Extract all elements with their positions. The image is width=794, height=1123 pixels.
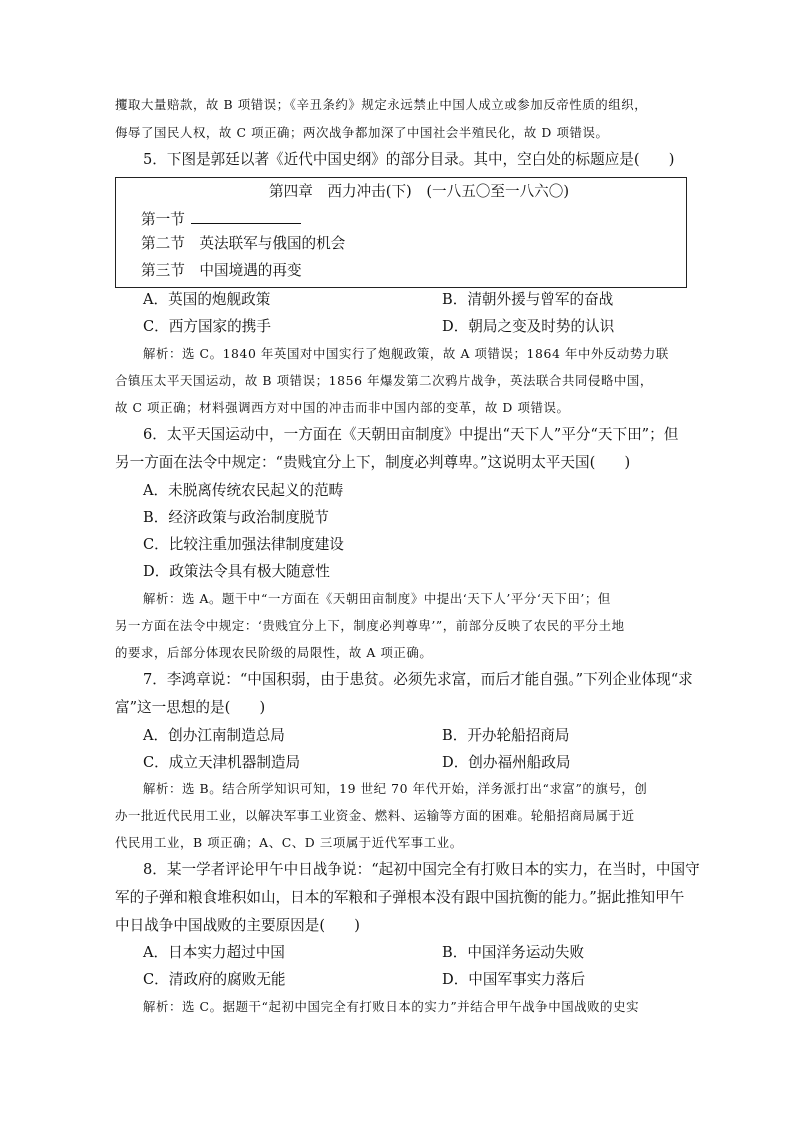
q6-option-c: C．比较注重加强法律制度建设 — [143, 536, 344, 553]
q6-explanation-line: 另一方面在法令中规定：‘贵贱宜分上下，制度必判尊卑’”，前部分反映了农民的平分土地 — [115, 618, 625, 633]
toc-section-3: 第三节 中国境遇的再变 — [141, 262, 302, 279]
question-6-stem: 另一方面在法令中规定：“贵贱宜分上下，制度必判尊卑。”这说明太平天国( ) — [115, 454, 631, 471]
q5-option-a: A．英国的炮舰政策 — [143, 291, 271, 308]
question-7-stem: 7．李鸿章说：“中国积弱，由于患贫。必须先求富，而后才能自强。”下列企业体现“求 — [143, 671, 693, 688]
q6-explanation-line: 的要求，后部分体现农民阶级的局限性，故 A 项正确。 — [115, 645, 433, 660]
q6-option-b: B．经济政策与政治制度脱节 — [143, 509, 329, 526]
q7-explanation-line: 代民用工业，B 项正确；A、C、D 三项属于近代军事工业。 — [115, 835, 463, 850]
question-5-stem: 5．下图是郭廷以著《近代中国史纲》的部分目录。其中，空白处的标题应是( ) — [143, 151, 675, 168]
question-6-stem: 6．太平天国运动中，一方面在《天朝田亩制度》中提出“天下人”平分“天下田”；但 — [143, 426, 679, 443]
table-of-contents-box — [115, 177, 687, 288]
q7-option-a: A．创办江南制造总局 — [143, 727, 285, 744]
q5-option-c: C．西方国家的携手 — [143, 318, 271, 335]
q8-option-d: D．中国军事实力落后 — [442, 971, 586, 988]
q8-explanation-line: 解析：选 C。据题干“起初中国完全有打败日本的实力”并结合甲午战争中国战败的史实 — [143, 999, 640, 1014]
toc-chapter-title: 第四章 西力冲击(下) (一八五〇至一八六〇) — [269, 183, 570, 200]
question-8-stem: 军的子弹和粮食堆积如山，日本的军粮和子弹根本没有跟中国抗衡的能力。”据此推知甲午 — [115, 889, 685, 906]
q7-option-d: D．创办福州船政局 — [442, 754, 571, 771]
q8-option-a: A．日本实力超过中国 — [143, 944, 285, 961]
q5-option-b: B．清朝外援与曾军的奋战 — [442, 291, 614, 308]
q7-explanation-line: 办一批近代民用工业，以解决军事工业资金、燃料、运输等方面的困难。轮船招商局属于近 — [115, 808, 635, 823]
toc-blank-line — [191, 211, 301, 224]
q7-option-c: C．成立天津机器制造局 — [143, 754, 301, 771]
q5-explanation-line: 解析：选 C。1840 年英国对中国实行了炮舰政策，故 A 项错误；1864 年中外反动势力联 — [143, 346, 669, 361]
q7-explanation-line: 解析：选 B。结合所学知识可知，19 世纪 70 年代开始，洋务派打出“求富”的旗号，创 — [143, 781, 648, 796]
q7-option-b: B．开办轮船招商局 — [442, 727, 570, 744]
explanation-line: 侮辱了国民人权，故 C 项正确；两次战争都加深了中国社会半殖民化，故 D 项错误。 — [115, 125, 609, 140]
toc-section-1 — [141, 211, 301, 228]
q6-option-a: A．未脱离传统农民起义的范畴 — [143, 482, 344, 499]
q5-explanation-line: 合镇压太平天国运动，故 B 项错误；1856 年爆发第二次鸦片战争，英法联合共同侵略中国， — [115, 373, 653, 388]
q6-explanation-line: 解析：选 A。题干中“一方面在《天朝田亩制度》中提出‘天下人’平分‘天下田’；但 — [143, 591, 611, 606]
toc-section-1-label: 第一节 — [141, 211, 185, 228]
question-7-stem: 富”这一思想的是( ) — [115, 699, 266, 716]
q8-option-c: C．清政府的腐败无能 — [143, 971, 286, 988]
q6-option-d: D．政策法令具有极大随意性 — [143, 563, 330, 580]
q5-option-d: D．朝局之变及时势的认识 — [442, 318, 615, 335]
q5-explanation-line: 故 C 项正确；材料强调西方对中国的冲击而非中国内部的变革，故 D 项错误。 — [115, 400, 570, 415]
toc-section-2: 第二节 英法联军与俄国的机会 — [141, 235, 346, 252]
explanation-line: 攫取大量赔款，故 B 项错误；《辛丑条约》规定永远禁止中国人成立或参加反帝性质的组织， — [115, 97, 648, 112]
question-8-stem: 中日战争中国战败的主要原因是( ) — [115, 917, 360, 934]
q8-option-b: B．中国洋务运动失败 — [442, 944, 585, 961]
question-8-stem: 8．某一学者评论甲午中日战争说：“起初中国完全有打败日本的实力，在当时，中国守 — [143, 861, 700, 878]
